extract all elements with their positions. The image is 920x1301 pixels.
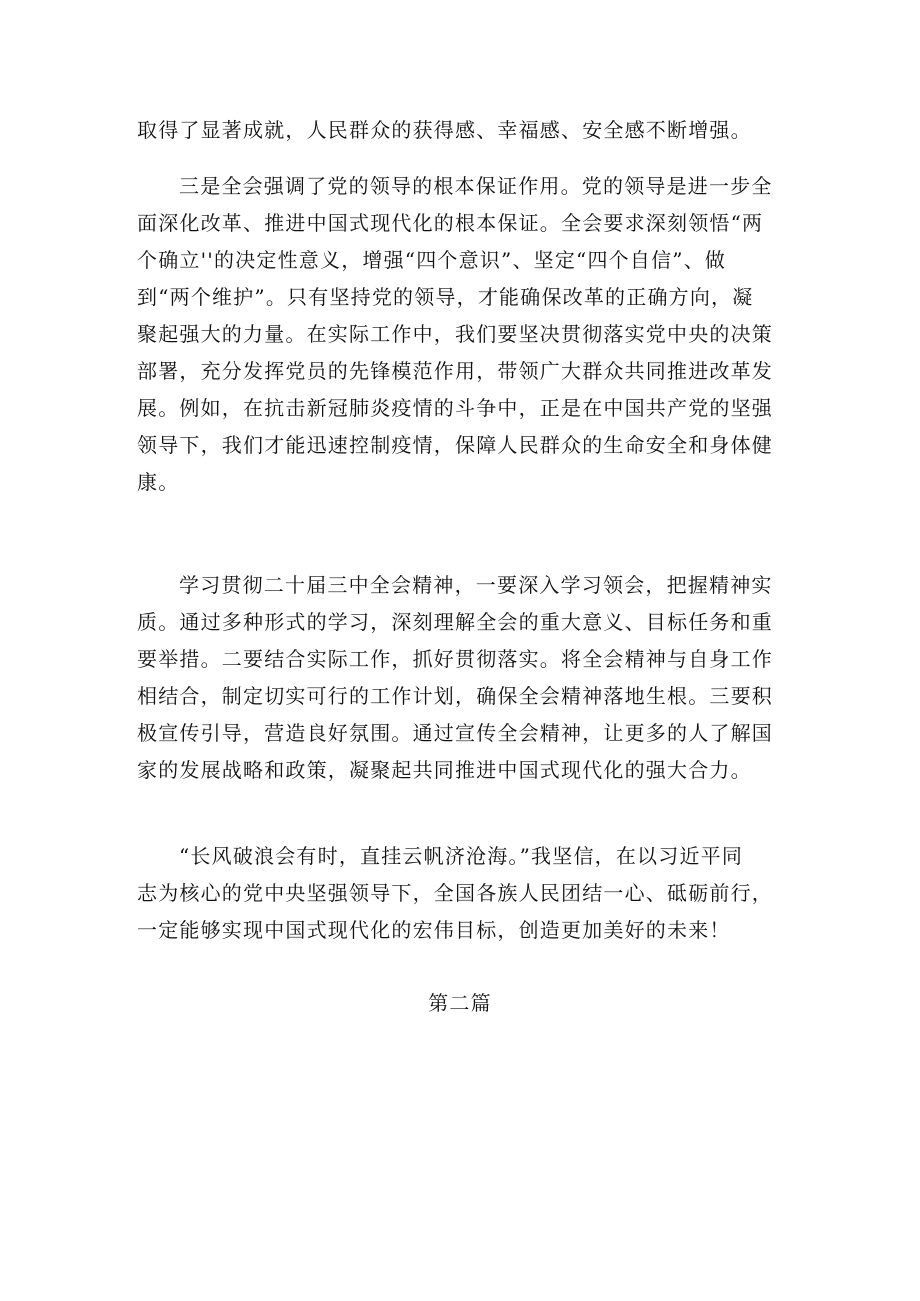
- paragraph-line: 领导下，我们才能迅速控制疫情，保障人民群众的生命安全和身体健: [137, 433, 773, 457]
- paragraph-line: 要举措。二要结合实际工作，抓好贯彻落实。将全会精神与自身工作: [137, 647, 773, 671]
- paragraph-line: 聚起强大的力量。在实际工作中，我们要坚决贯彻落实党中央的决策: [137, 322, 773, 346]
- paragraph-line: 相结合，制定切实可行的工作计划，确保全会精神落地生根。三要积: [137, 684, 773, 708]
- paragraph-line: 展。例如，在抗击新冠肺炎疫情的斗争中，正是在中国共产党的坚强: [137, 396, 773, 420]
- paragraph-party-leadership: [137, 168, 787, 501]
- paragraph-line: 康。: [137, 470, 180, 494]
- paragraph-study-implementation: [137, 567, 787, 789]
- paragraph-line: “长风破浪会有时，直挂云帆济沧海。”我坚信，在以习近平同: [179, 844, 744, 868]
- paragraph-line: 质。通过多种形式的学习，深刻理解全会的重大意义、目标任务和重: [137, 610, 773, 634]
- paragraph-conclusion: [137, 838, 787, 949]
- paragraph-continuation: [137, 112, 787, 149]
- paragraph-line: 个确立''的决定性意义，增强“四个意识”、坚定“四个自信”、做: [137, 248, 727, 272]
- section-heading: 第二篇: [428, 991, 492, 1015]
- paragraph-line: 三是全会强调了党的领导的根本保证作用。党的领导是进一步全: [179, 174, 773, 198]
- paragraph-line: 一定能够实现中国式现代化的宏伟目标，创造更加美好的未来！: [137, 918, 731, 942]
- paragraph-line: 面深化改革、推进中国式现代化的根本保证。全会要求深刻领悟“两: [137, 211, 764, 235]
- paragraph-line: 部署，充分发挥党员的先锋模范作用，带领广大群众共同推进改革发: [137, 359, 773, 383]
- paragraph-line: 到“两个维护”。只有坚持党的领导，才能确保改革的正确方向，凝: [137, 285, 754, 309]
- paragraph-line: 家的发展战略和政策，凝聚起共同推进中国式现代化的强大合力。: [137, 758, 752, 782]
- paragraph-line: 学习贯彻二十届三中全会精神，一要深入学习领会，把握精神实: [179, 573, 773, 597]
- paragraph-line: 取得了显著成就，人民群众的获得感、幸福感、安全感不断增强。: [137, 118, 752, 142]
- paragraph-line: 极宣传引导，营造良好氛围。通过宣传全会精神，让更多的人了解国: [137, 721, 773, 745]
- paragraph-line: 志为核心的党中央坚强领导下，全国各族人民团结一心、砥砺前行，: [137, 881, 773, 905]
